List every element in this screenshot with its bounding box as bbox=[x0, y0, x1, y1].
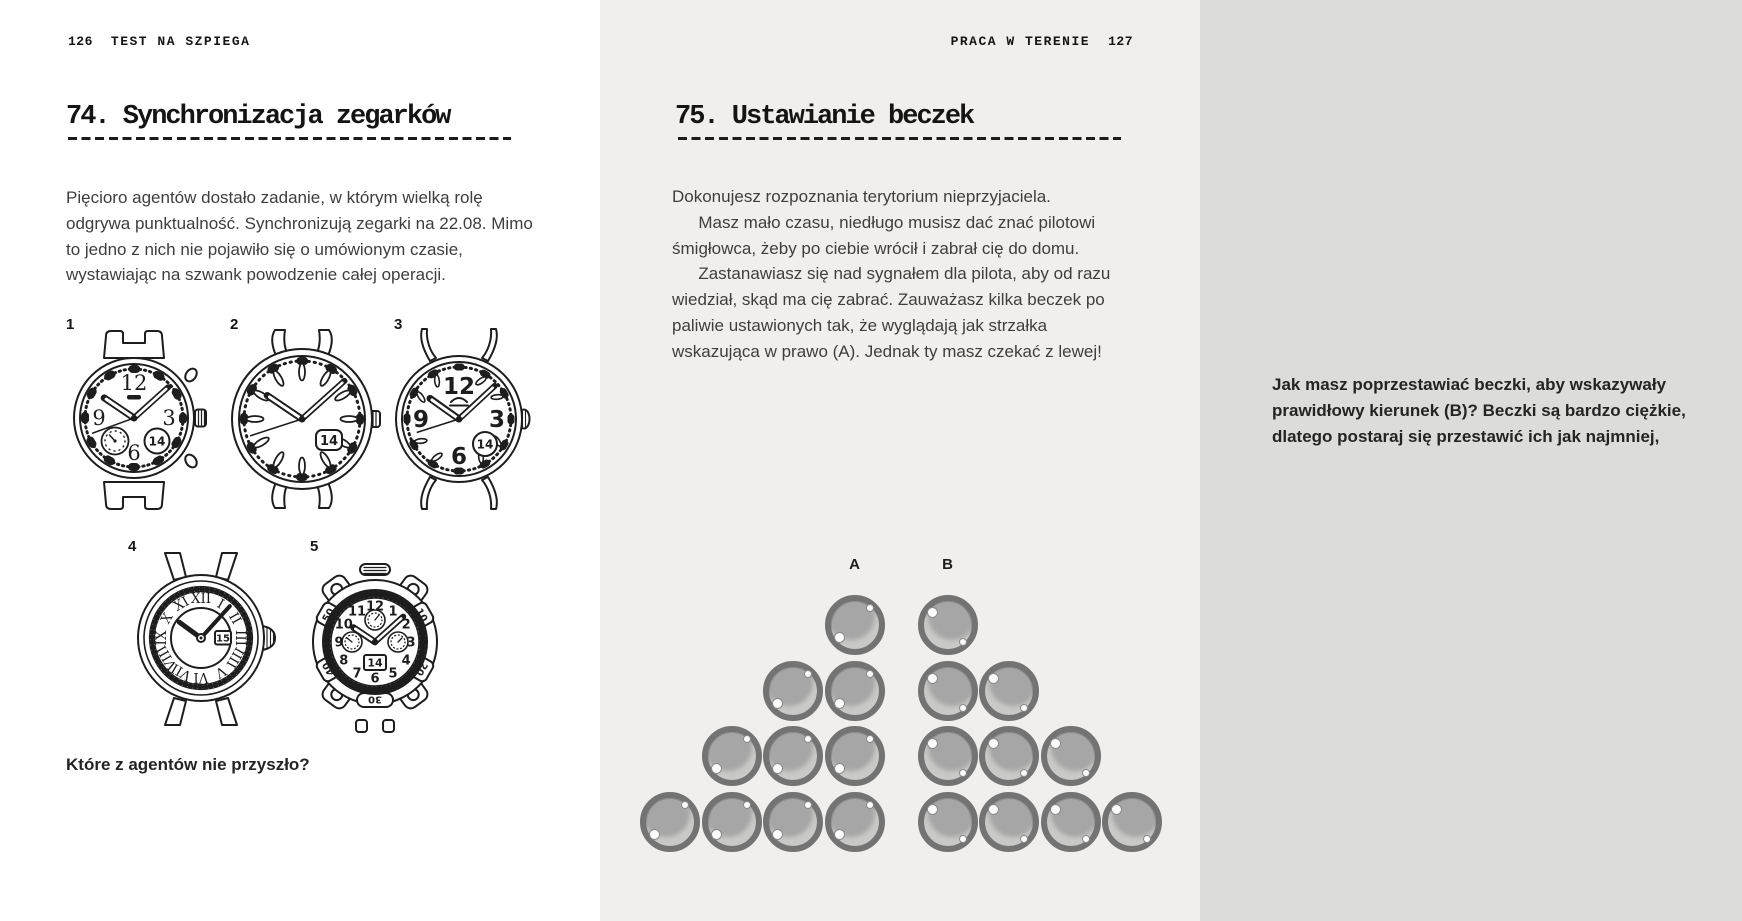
watch-3-numeral-6: 6 bbox=[450, 444, 468, 470]
svg-text:VI: VI bbox=[193, 669, 209, 685]
puzzle-74-intro: Pięcioro agentów dostało zadanie, w którym wielką rolę odgrywa punktualność. Synchronizują zegarki na 22.08. Mimo to jedno z nich nie pojawiło się o umówionym czasie, wystawiając na szwank powodzenie całej operacji. bbox=[66, 188, 533, 285]
barrel-bung-small bbox=[866, 604, 874, 612]
barrel bbox=[979, 792, 1039, 852]
svg-text:V: V bbox=[212, 662, 229, 682]
barrel-bung-small bbox=[1143, 835, 1151, 843]
barrel bbox=[1041, 792, 1101, 852]
watch-3-date-window bbox=[473, 432, 497, 456]
svg-text:III: III bbox=[232, 630, 248, 646]
barrel-bung-small bbox=[1082, 769, 1090, 777]
barrel-bung-large bbox=[988, 804, 999, 815]
barrel-bung-small bbox=[1020, 704, 1028, 712]
barrel-bung-small bbox=[959, 704, 967, 712]
svg-text:14: 14 bbox=[367, 656, 383, 670]
barrel-bung-large bbox=[772, 763, 783, 774]
barrel-bung-small bbox=[1020, 769, 1028, 777]
puzzle-74-title: 74. Synchronizacja zegarków bbox=[66, 102, 450, 133]
svg-text:7: 7 bbox=[352, 666, 362, 682]
title-divider bbox=[678, 137, 1121, 140]
barrel-bung-large bbox=[772, 698, 783, 709]
watch-3-lug bbox=[421, 477, 436, 509]
barrel bbox=[918, 726, 978, 786]
barrel-bung-small bbox=[804, 735, 812, 743]
watch-3-lug bbox=[421, 329, 436, 361]
puzzle-75-question: Jak masz poprzestawiać beczki, aby wskazywały prawidłowy kierunek (B)? Beczki są bardzo ciężkie, dlatego postaraj się przestawić ich jak najmniej, bbox=[1272, 375, 1686, 446]
watch-5-strap-prong bbox=[383, 720, 394, 732]
barrel-bung-small bbox=[866, 735, 874, 743]
svg-text:10: 10 bbox=[412, 606, 430, 625]
barrel-bung-large bbox=[1050, 804, 1061, 815]
barrel bbox=[763, 792, 823, 852]
barrel-bung-large bbox=[988, 738, 999, 749]
watch-1-numeral-12: 12 bbox=[120, 371, 148, 395]
barrel bbox=[702, 792, 762, 852]
barrel-bung-large bbox=[711, 829, 722, 840]
watch-1-strap-bottom bbox=[104, 482, 164, 509]
right-page-number: 127 bbox=[1108, 34, 1133, 49]
barrel-bung-small bbox=[1020, 835, 1028, 843]
barrel-bung-small bbox=[743, 801, 751, 809]
barrel bbox=[825, 595, 885, 655]
watch-3-label: 3 bbox=[394, 316, 403, 333]
watch-1-numeral-3: 3 bbox=[162, 406, 176, 430]
svg-text:14: 14 bbox=[476, 437, 494, 452]
svg-text:XI: XI bbox=[171, 593, 192, 615]
barrel bbox=[1041, 726, 1101, 786]
right-running-head-text: PRACA W TERENIE bbox=[950, 34, 1091, 49]
svg-text:10: 10 bbox=[334, 617, 353, 633]
svg-text:XII: XII bbox=[190, 591, 212, 607]
watch-4-date-window bbox=[215, 631, 231, 645]
watch-2-label: 2 bbox=[230, 316, 239, 333]
barrel bbox=[825, 726, 885, 786]
svg-text:8: 8 bbox=[339, 653, 349, 669]
watch-1-pusher-top bbox=[183, 366, 199, 383]
watch-3-numeral-3: 3 bbox=[488, 407, 506, 433]
watch-5-strap-prong bbox=[356, 720, 367, 732]
barrel-bung-small bbox=[804, 801, 812, 809]
svg-text:5: 5 bbox=[388, 666, 398, 682]
svg-text:30: 30 bbox=[368, 693, 382, 705]
barrel bbox=[640, 792, 700, 852]
watch-4-label: 4 bbox=[128, 538, 137, 555]
arrangement-label-b: B bbox=[942, 556, 953, 573]
right-running-head bbox=[951, 34, 1133, 49]
watch-3-numeral-12: 12 bbox=[442, 374, 476, 400]
barrel bbox=[825, 792, 885, 852]
barrel bbox=[918, 792, 978, 852]
barrel-bung-large bbox=[927, 804, 938, 815]
svg-text:IX: IX bbox=[154, 630, 170, 646]
svg-text:II: II bbox=[225, 609, 245, 628]
barrel-bung-large bbox=[988, 673, 999, 684]
svg-text:9: 9 bbox=[334, 635, 344, 651]
puzzle-74-question: Które z agentów nie przyszło? bbox=[66, 755, 310, 774]
svg-text:11: 11 bbox=[347, 604, 367, 620]
svg-text:1: 1 bbox=[388, 604, 398, 620]
page-left bbox=[0, 0, 600, 921]
watch-3-numeral-9: 9 bbox=[412, 407, 430, 433]
barrel-bung-small bbox=[959, 638, 967, 646]
barrels-figure bbox=[600, 548, 1200, 878]
watch-1-numeral-6: 6 bbox=[127, 441, 141, 465]
page-right bbox=[600, 0, 1686, 921]
watch-1-strap-top bbox=[104, 331, 164, 358]
svg-text:14: 14 bbox=[319, 434, 339, 449]
barrel bbox=[979, 726, 1039, 786]
barrel-bung-large bbox=[711, 763, 722, 774]
barrel-bung-small bbox=[681, 801, 689, 809]
barrel-bung-large bbox=[927, 738, 938, 749]
barrel-bung-small bbox=[743, 735, 751, 743]
svg-text:I: I bbox=[214, 595, 227, 613]
barrel bbox=[1102, 792, 1162, 852]
barrel-bung-large bbox=[834, 763, 845, 774]
svg-text:12: 12 bbox=[365, 599, 385, 615]
title-divider bbox=[68, 137, 511, 140]
puzzle-75-intro bbox=[672, 184, 1137, 365]
watch-1-brand-mark bbox=[127, 395, 141, 400]
watch-2-date-window bbox=[316, 430, 342, 450]
watch-5-top-grille bbox=[360, 564, 390, 575]
watch-4-lug bbox=[216, 698, 237, 725]
watch-5-illustration bbox=[300, 550, 450, 734]
watch-4-lug bbox=[165, 698, 186, 725]
barrel bbox=[702, 726, 762, 786]
watch-1-pusher-bottom bbox=[183, 452, 199, 469]
barrel-bung-large bbox=[834, 698, 845, 709]
barrel-bung-large bbox=[927, 673, 938, 684]
watch-5-date-window bbox=[364, 655, 386, 670]
arrangement-label-a: A bbox=[849, 556, 860, 573]
paragraph: Zastanawiasz się nad sygnałem dla pilota, aby od razu wiedział, skąd ma cię zabrać. Zauważasz kilka beczek po paliwie ustawionych tak, że wyglądają jak strzałka wskazująca w prawo (A). Jednak ty masz czekać z lewej! bbox=[672, 264, 1111, 361]
barrel-bung-large bbox=[834, 632, 845, 643]
svg-text:VIII: VIII bbox=[153, 642, 181, 673]
barrel-bung-large bbox=[772, 829, 783, 840]
svg-text:IIII: IIII bbox=[222, 644, 248, 671]
barrel-bung-small bbox=[866, 670, 874, 678]
barrel-bung-large bbox=[927, 607, 938, 618]
svg-text:4: 4 bbox=[401, 653, 411, 669]
svg-text:VII: VII bbox=[168, 659, 195, 684]
barrel bbox=[825, 661, 885, 721]
watch-1-subdial bbox=[102, 428, 129, 455]
svg-text:15: 15 bbox=[216, 633, 230, 645]
barrel bbox=[918, 661, 978, 721]
svg-text:2: 2 bbox=[401, 617, 411, 633]
svg-text:X: X bbox=[157, 610, 177, 627]
barrel-bung-small bbox=[959, 769, 967, 777]
watch-5-label: 5 bbox=[310, 538, 319, 555]
svg-text:14: 14 bbox=[148, 434, 166, 449]
watch-3-illustration bbox=[388, 328, 538, 510]
watch-3-lug bbox=[482, 329, 497, 361]
svg-text:50: 50 bbox=[320, 606, 338, 625]
left-page-number: 126 bbox=[68, 34, 93, 49]
puzzle-75-title: 75. Ustawianie beczek bbox=[675, 102, 974, 133]
left-running-head bbox=[68, 34, 250, 49]
paragraph: Dokonujesz rozpoznania terytorium nieprzyjaciela. bbox=[672, 187, 1051, 206]
barrel-bung-large bbox=[649, 829, 660, 840]
svg-text:3: 3 bbox=[406, 635, 416, 651]
svg-text:6: 6 bbox=[370, 671, 380, 687]
watch-4-lug bbox=[216, 553, 237, 580]
barrel-bung-small bbox=[959, 835, 967, 843]
watch-4-illustration bbox=[124, 550, 278, 730]
barrel-bung-small bbox=[1082, 835, 1090, 843]
barrel-bung-large bbox=[1050, 738, 1061, 749]
barrel bbox=[763, 726, 823, 786]
barrel-bung-small bbox=[866, 801, 874, 809]
barrel-bung-small bbox=[804, 670, 812, 678]
watch-1-date-window bbox=[145, 429, 170, 454]
barrel bbox=[763, 661, 823, 721]
barrel bbox=[918, 595, 978, 655]
watch-2-illustration bbox=[224, 328, 388, 510]
paragraph: Masz mało czasu, niedługo musisz dać znać pilotowi śmigłowca, żeby po ciebie wrócił i zabrał cię do domu. bbox=[672, 212, 1096, 258]
watch-1-illustration bbox=[62, 328, 214, 510]
svg-text:40: 40 bbox=[320, 659, 338, 678]
watch-1-numeral-9: 9 bbox=[92, 406, 106, 430]
watch-4-lug bbox=[165, 553, 186, 580]
svg-text:20: 20 bbox=[412, 659, 430, 678]
left-running-head-text: TEST NA SZPIEGA bbox=[110, 34, 251, 49]
watch-1-label: 1 bbox=[66, 316, 75, 333]
barrel-bung-large bbox=[834, 829, 845, 840]
barrel bbox=[979, 661, 1039, 721]
watch-3-lug bbox=[482, 477, 497, 509]
barrel-bung-large bbox=[1111, 804, 1122, 815]
